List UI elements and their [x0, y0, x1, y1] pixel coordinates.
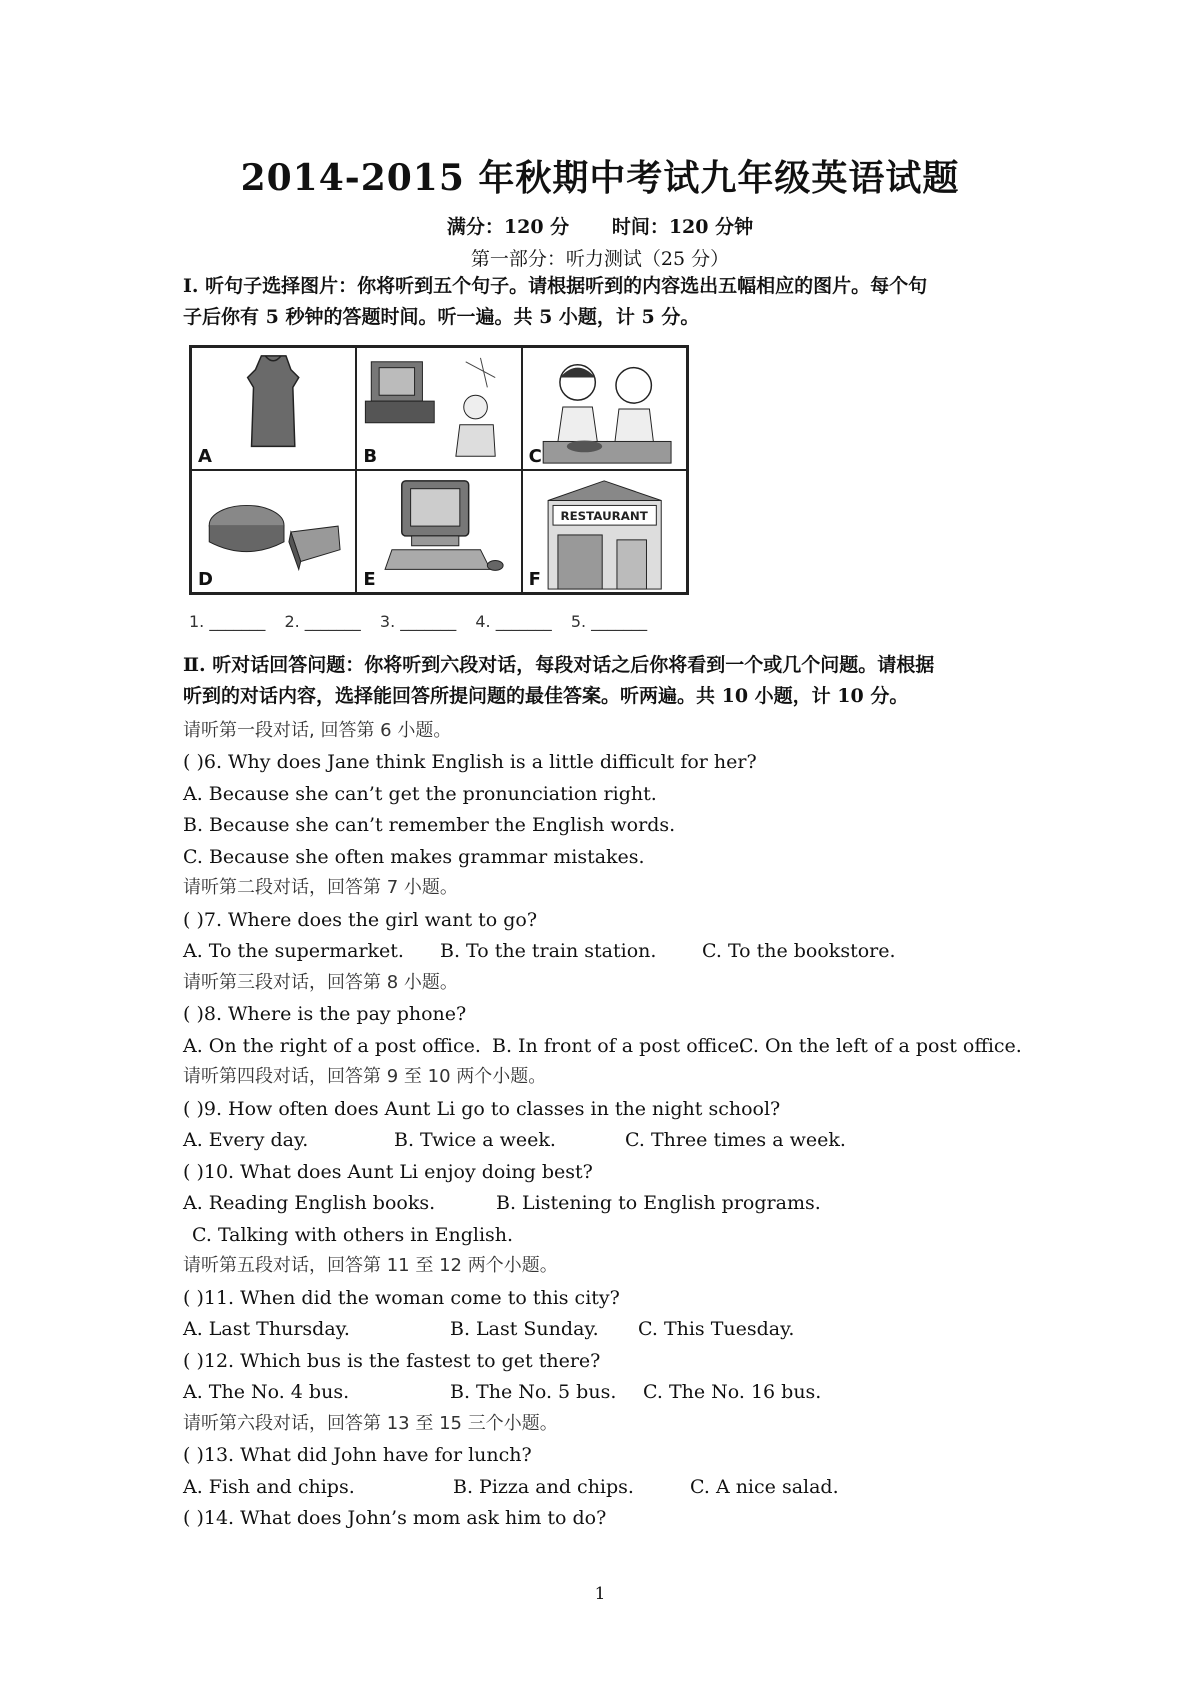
question-9: ( )9. How often does Aunt Li go to classes in the night school?	[183, 1098, 781, 1120]
picture-a	[191, 347, 356, 470]
full-score: 满分：120 分	[446, 216, 570, 238]
picture-e	[356, 470, 521, 593]
dialogue-4-intro: 请听第四段对话，回答第 9 至 10 两个小题。	[183, 1066, 547, 1087]
q10-option-a[interactable]: A. Reading English books.	[183, 1192, 436, 1214]
q10-option-b[interactable]: B. Listening to English programs.	[496, 1192, 821, 1214]
dialogue-6-intro: 请听第六段对话，回答第 13 至 15 三个小题。	[183, 1413, 558, 1434]
answer-blanks	[189, 612, 661, 631]
q11-option-a[interactable]: A. Last Thursday.	[183, 1318, 350, 1340]
section1-instruction-line2: 子后你有 5 秒钟的答题时间。听一遍。共 5 小题，计 5 分。	[183, 306, 700, 328]
restaurant-icon	[523, 471, 686, 592]
question-11: ( )11. When did the woman come to this city?	[183, 1287, 620, 1309]
picture-b	[356, 347, 521, 470]
picture-label: F	[528, 569, 541, 590]
section1-instruction-line1: I. 听句子选择图片：你将听到五个句子。请根据听到的内容选出五幅相应的图片。每个句	[183, 275, 928, 297]
q13-option-b[interactable]: B. Pizza and chips.	[453, 1476, 634, 1498]
q6-option-b[interactable]: B. Because she can’t remember the English words.	[183, 814, 676, 836]
question-13: ( )13. What did John have for lunch?	[183, 1444, 532, 1466]
restaurant-sign: RESTAURANT	[560, 509, 648, 524]
picture-f	[522, 470, 687, 593]
page-number: 1	[594, 1584, 606, 1604]
picture-label: C	[528, 446, 542, 467]
q9-option-a[interactable]: A. Every day.	[183, 1129, 309, 1151]
dialogue-3-intro: 请听第三段对话，回答第 8 小题。	[183, 972, 458, 993]
picture-label: E	[363, 569, 376, 590]
dialogue-2-intro: 请听第二段对话，回答第 7 小题。	[183, 877, 458, 898]
answer-blank-5[interactable]: 5. _______	[570, 612, 648, 631]
q6-option-c[interactable]: C. Because she often makes grammar mistakes.	[183, 846, 645, 868]
q6-option-a[interactable]: A. Because she can’t get the pronunciation right.	[183, 783, 657, 805]
people-cooking-icon	[523, 348, 686, 469]
question-14: ( )14. What does John’s mom ask him to do?	[183, 1507, 607, 1529]
question-10: ( )10. What does Aunt Li enjoy doing best?	[183, 1161, 593, 1183]
mooncake-icon	[192, 471, 355, 592]
question-7: ( )7. Where does the girl want to go?	[183, 909, 538, 931]
q8-option-b[interactable]: B. In front of a post office.	[492, 1035, 746, 1057]
q8-option-a[interactable]: A. On the right of a post office.	[183, 1035, 481, 1057]
picture-label: D	[198, 569, 213, 590]
q11-option-b[interactable]: B. Last Sunday.	[450, 1318, 599, 1340]
q12-option-c[interactable]: C. The No. 16 bus.	[643, 1381, 822, 1403]
answer-blank-4[interactable]: 4. _______	[475, 612, 552, 631]
q7-option-b[interactable]: B. To the train station.	[440, 940, 657, 962]
q12-option-a[interactable]: A. The No. 4 bus.	[183, 1381, 350, 1403]
question-12: ( )12. Which bus is the fastest to get there?	[183, 1350, 601, 1372]
answer-blank-1[interactable]: 1. _______	[189, 612, 266, 631]
q13-option-a[interactable]: A. Fish and chips.	[183, 1476, 355, 1498]
page-title: 2014-2015 年秋期中考试九年级英语试题	[240, 157, 960, 199]
exam-time: 时间：120 分钟	[611, 216, 754, 238]
dress-icon	[192, 348, 355, 469]
picture-grid	[189, 345, 689, 595]
dialogue-1-intro: 请听第一段对话, 回答第 6 小题。	[183, 720, 452, 741]
part-heading: 第一部分：听力测试（25 分）	[470, 248, 730, 270]
section1-instruction	[183, 271, 1023, 333]
q7-option-c[interactable]: C. To the bookstore.	[702, 940, 896, 962]
answer-blank-3[interactable]: 3. _______	[379, 612, 457, 631]
q8-option-c[interactable]: C. On the left of a post office.	[739, 1035, 1022, 1057]
score-time-line	[0, 212, 1200, 239]
picture-c	[522, 347, 687, 470]
answer-blank-2[interactable]: 2. _______	[284, 612, 361, 631]
q9-option-c[interactable]: C. Three times a week.	[625, 1129, 846, 1151]
q13-option-c[interactable]: C. A nice salad.	[690, 1476, 839, 1498]
q9-option-b[interactable]: B. Twice a week.	[394, 1129, 556, 1151]
q11-option-c[interactable]: C. This Tuesday.	[638, 1318, 795, 1340]
section2-instruction-line1: Ⅱ. 听对话回答问题：你将听到六段对话，每段对话之后你将看到一个或几个问题。请根据	[183, 654, 935, 676]
question-6: ( )6. Why does Jane think English is a little difficult for her?	[183, 751, 757, 773]
picture-label: A	[198, 446, 212, 467]
q7-option-a[interactable]: A. To the supermarket.	[183, 940, 404, 962]
section2-instruction-line2: 听到的对话内容，选择能回答所提问题的最佳答案。听两遍。共 10 小题，计 10 分。	[183, 685, 909, 707]
dialogue-5-intro: 请听第五段对话，回答第 11 至 12 两个小题。	[183, 1255, 558, 1276]
q10-option-c[interactable]: C. Talking with others in English.	[192, 1224, 514, 1246]
boy-watching-tv-icon	[357, 348, 520, 469]
question-8: ( )8. Where is the pay phone?	[183, 1003, 467, 1025]
computer-icon	[357, 471, 520, 592]
q12-option-b[interactable]: B. The No. 5 bus.	[450, 1381, 617, 1403]
picture-d	[191, 470, 356, 593]
section2-instruction	[183, 650, 1023, 712]
picture-label: B	[363, 446, 378, 467]
